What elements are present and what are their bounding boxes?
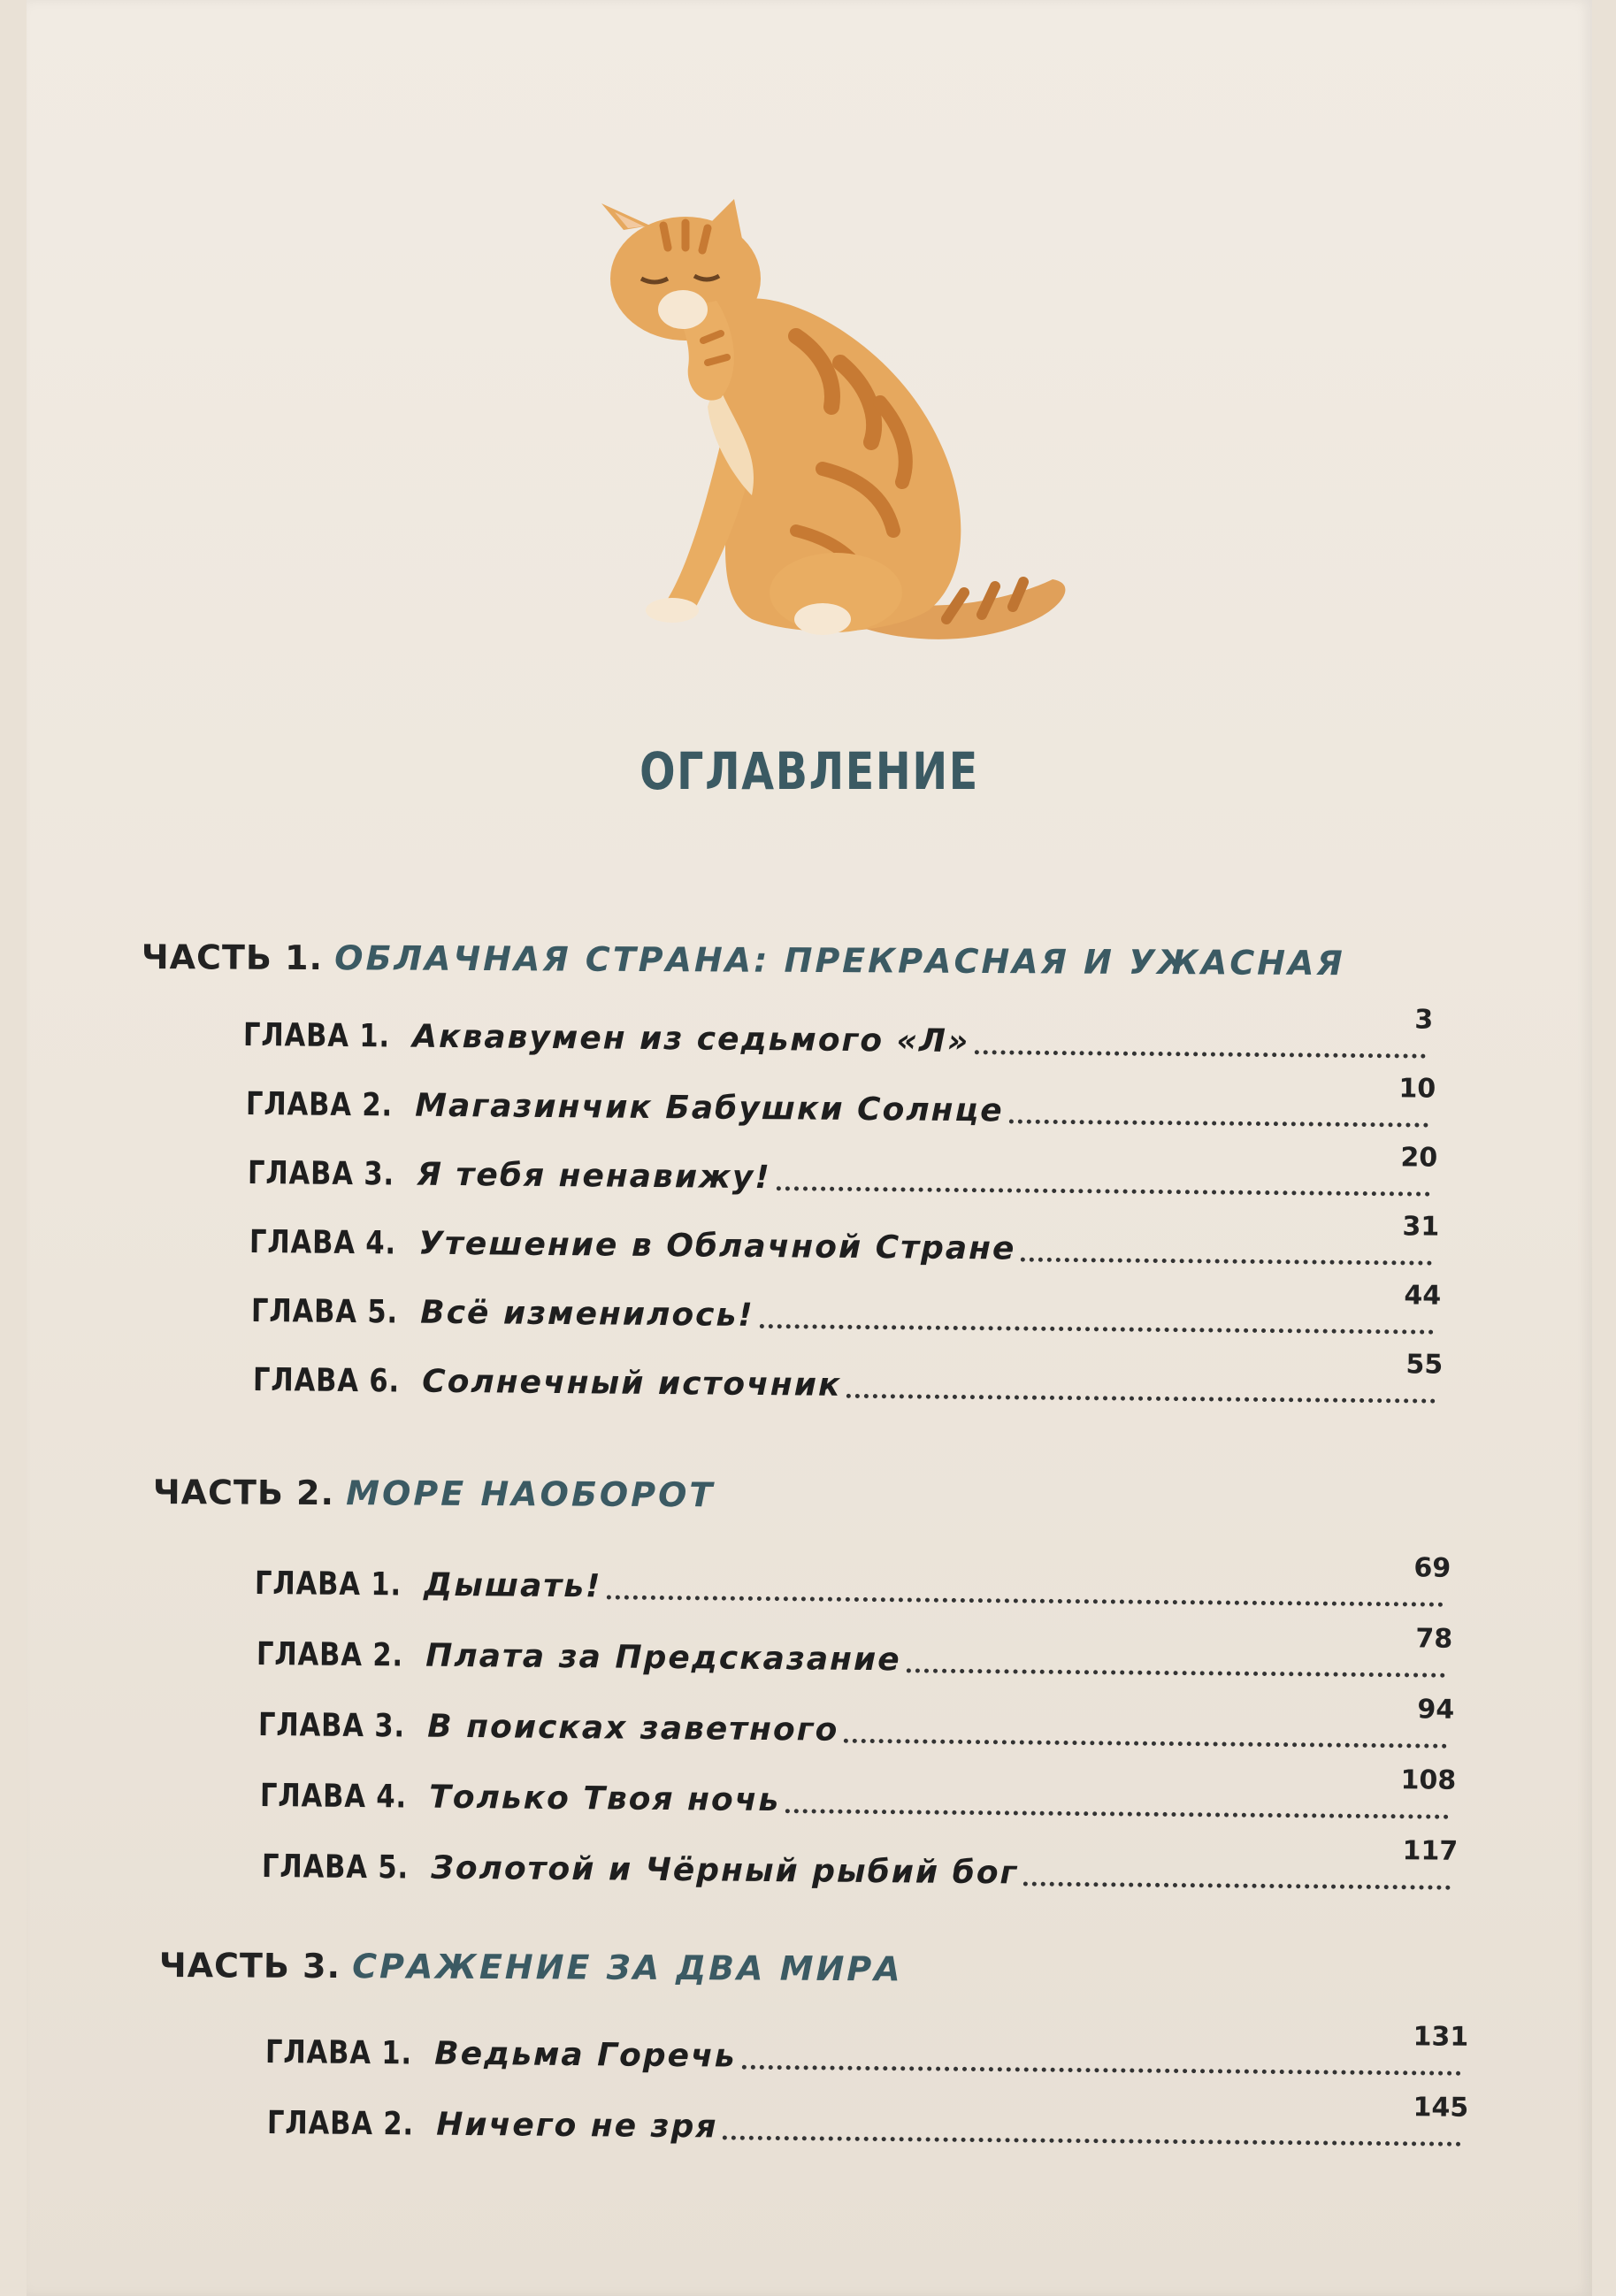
page-number: 44 <box>1404 1280 1442 1312</box>
dot-leader <box>1021 1258 1432 1266</box>
dot-leader <box>785 1809 1449 1819</box>
chapter-label: ГЛАВА 5. <box>250 1293 399 1331</box>
page-number: 3 <box>1414 1004 1434 1036</box>
chapter-label: ГЛАВА 6. <box>252 1362 401 1400</box>
chapter-label: ГЛАВА 4. <box>249 1224 397 1262</box>
dot-leader <box>1023 1882 1451 1890</box>
part-label: ЧАСТЬ 3. <box>158 1946 341 1986</box>
chapter-title: Я тебя ненавижу! <box>417 1156 771 1197</box>
chapter-title: Всё изменилось! <box>420 1294 754 1334</box>
toc-entry[interactable] <box>257 1694 1455 1754</box>
chapter-title: Аквавумен из седьмого «Л» <box>412 1018 970 1060</box>
toc-entry[interactable] <box>252 1349 1444 1409</box>
dot-leader <box>607 1595 1444 1606</box>
toc-entry[interactable] <box>250 1280 1442 1340</box>
toc-entry[interactable] <box>242 1004 1434 1064</box>
toc-entry[interactable] <box>256 1623 1453 1683</box>
chapter-label: ГЛАВА 4. <box>259 1778 408 1816</box>
chapter-label: ГЛАВА 3. <box>257 1707 406 1745</box>
part-heading <box>153 1473 715 1514</box>
page-number: 10 <box>1398 1073 1436 1105</box>
dot-leader <box>1009 1120 1428 1128</box>
dot-leader <box>907 1668 1445 1677</box>
chapter-title: Ничего не зря <box>436 2106 718 2146</box>
chapter-label: ГЛАВА 5. <box>261 1848 410 1887</box>
chapter-title: Дышать! <box>424 1566 602 1605</box>
part-title: СРАЖЕНИЕ ЗА ДВА МИРА <box>352 1947 903 1989</box>
dot-leader <box>741 2065 1460 2076</box>
chapter-title: В поисках заветного <box>427 1708 839 1749</box>
toc-entry[interactable] <box>247 1142 1438 1202</box>
book-page <box>27 0 1592 2296</box>
dot-leader <box>777 1186 1430 1196</box>
chapter-title: Ведьма Горечь <box>434 2035 737 2075</box>
part-heading <box>142 938 1345 983</box>
chapter-label: ГЛАВА 2. <box>245 1086 394 1124</box>
part-heading <box>159 1946 903 1988</box>
dot-leader <box>975 1050 1426 1058</box>
toc-entry[interactable] <box>259 1764 1457 1825</box>
chapter-label: ГЛАВА 1. <box>254 1565 402 1603</box>
part-title: ОБЛАЧНАЯ СТРАНА: ПРЕКРАСНАЯ И УЖАСНАЯ <box>334 938 1345 983</box>
page-number: 131 <box>1413 2021 1469 2053</box>
chapter-label: ГЛАВА 3. <box>247 1155 395 1193</box>
chapter-label: ГЛАВА 2. <box>256 1636 404 1674</box>
toc-entry[interactable] <box>264 2021 1469 2081</box>
chapter-title: Магазинчик Бабушки Солнце <box>415 1087 1004 1129</box>
page-number: 20 <box>1400 1142 1438 1174</box>
toc-entry[interactable] <box>249 1211 1440 1271</box>
chapter-title: Только Твоя ночь <box>429 1779 781 1819</box>
part-label: ЧАСТЬ 2. <box>152 1473 335 1513</box>
chapter-label: ГЛАВА 1. <box>264 2034 413 2072</box>
page-number: 117 <box>1402 1835 1459 1867</box>
toc-entry[interactable] <box>261 1835 1459 1895</box>
page-number: 69 <box>1413 1552 1451 1584</box>
chapter-label: ГЛАВА 1. <box>242 1017 391 1055</box>
dot-leader <box>723 2135 1461 2146</box>
page-number: 94 <box>1417 1694 1455 1726</box>
page-number: 108 <box>1400 1764 1457 1796</box>
ginger-cat-illustration <box>531 177 1168 672</box>
toc-entry[interactable] <box>266 2092 1469 2152</box>
dot-leader <box>760 1324 1434 1335</box>
dot-leader <box>846 1394 1436 1404</box>
chapter-title: Плата за Предсказание <box>425 1637 901 1679</box>
chapter-title: Солнечный источник <box>422 1363 842 1404</box>
part-label: ЧАСТЬ 1. <box>141 938 324 978</box>
page-number: 145 <box>1413 2092 1469 2124</box>
page-number: 31 <box>1402 1211 1440 1243</box>
toc-heading: ОГЛАВЛЕНИЕ <box>640 741 979 801</box>
chapter-title: Утешение в Облачной Стране <box>418 1225 1016 1267</box>
toc-entry[interactable] <box>254 1552 1451 1612</box>
part-title: МОРЕ НАОБОРОТ <box>346 1473 716 1515</box>
chapter-label: ГЛАВА 2. <box>266 2105 415 2143</box>
page-number: 55 <box>1405 1349 1444 1381</box>
toc-entry[interactable] <box>245 1073 1436 1133</box>
chapter-title: Золотой и Чёрный рыбий бог <box>431 1849 1019 1892</box>
page-number: 78 <box>1415 1623 1453 1655</box>
dot-leader <box>844 1739 1447 1749</box>
